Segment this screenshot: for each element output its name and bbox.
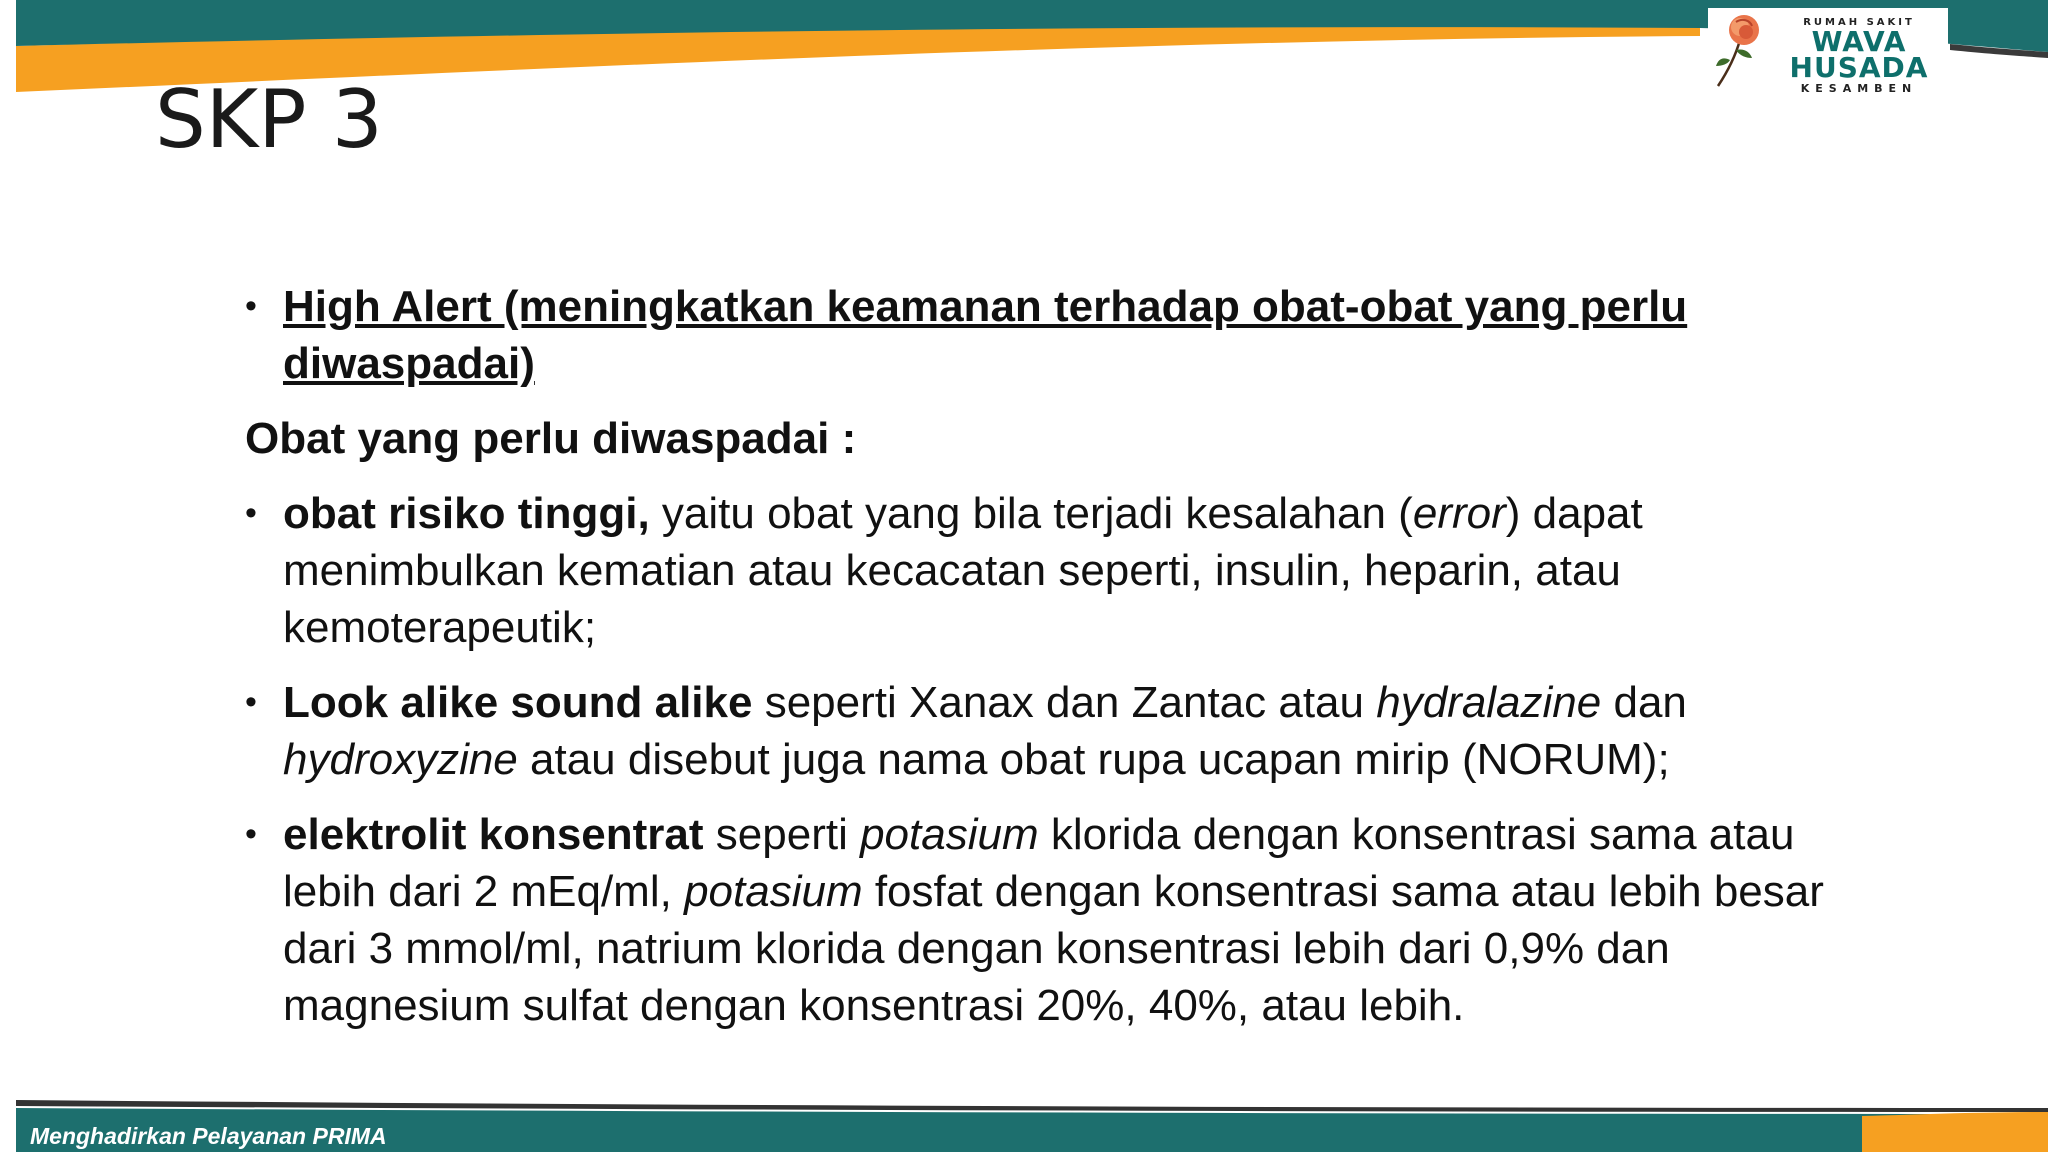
item-emphasis: potasium bbox=[684, 867, 863, 916]
heading-bullet bbox=[245, 278, 1845, 392]
item-text: fosfat dengan konsentrasi sama atau lebih besar dari 3 mmol/ml, natrium klorida dengan konsentrasi lebih dari 0,9% dan magnesium sulfat dengan konsentrasi 20%, 40%, atau lebih. bbox=[283, 867, 1824, 1030]
logo-text bbox=[1768, 8, 1950, 96]
logo-name-line1: WAVA bbox=[1811, 25, 1907, 58]
logo-top-line: RUMAH SAKIT bbox=[1803, 17, 1915, 28]
item-text: seperti bbox=[703, 810, 861, 859]
list-item bbox=[245, 485, 1845, 656]
item-lead: obat risiko tinggi, bbox=[283, 489, 650, 538]
bullet-dot: • bbox=[245, 287, 257, 325]
item-lead: Look alike sound alike bbox=[283, 678, 753, 727]
rose-icon bbox=[1710, 10, 1766, 90]
bullet-dot: • bbox=[245, 494, 257, 532]
item-emphasis: hydroxyzine bbox=[283, 735, 518, 784]
footer-tagline: Menghadirkan Pelayanan PRIMA bbox=[30, 1123, 387, 1149]
item-text: ) dapat menimbulkan kematian atau kecacatan seperti, insulin, heparin, atau kemoterapeutik; bbox=[283, 489, 1643, 652]
footer-orange-accent bbox=[1862, 1112, 2048, 1152]
logo-name-line2: HUSADA bbox=[1789, 51, 1929, 84]
item-text: seperti Xanax dan Zantac atau bbox=[752, 678, 1377, 727]
list-item bbox=[245, 674, 1845, 788]
slide-content bbox=[245, 278, 1845, 1052]
item-text: atau disebut juga nama obat rupa ucapan mirip (NORUM); bbox=[517, 735, 1670, 784]
item-emphasis: hydralazine bbox=[1376, 678, 1602, 727]
bullet-dot: • bbox=[245, 683, 257, 721]
item-text: klorida dengan konsentrasi sama atau lebih dari 2 mEq/ml, bbox=[283, 810, 1795, 916]
bullet-dot: • bbox=[245, 815, 257, 853]
item-text: dan bbox=[1601, 678, 1687, 727]
item-emphasis: potasium bbox=[860, 810, 1039, 859]
subheading: Obat yang perlu diwaspadai : bbox=[245, 414, 857, 463]
item-emphasis: error bbox=[1412, 489, 1506, 538]
hospital-logo bbox=[1708, 8, 1948, 94]
slide-title: SKP 3 bbox=[155, 73, 383, 166]
logo-bottom-line: KESAMBEN bbox=[1800, 82, 1918, 95]
list-item bbox=[245, 806, 1845, 1034]
item-lead: elektrolit konsentrat bbox=[283, 810, 704, 859]
item-text: yaitu obat yang bila terjadi kesalahan ( bbox=[649, 489, 1413, 538]
heading-bullet-text: High Alert (meningkatkan keamanan terhadap obat-obat yang perlu diwaspadai) bbox=[283, 282, 1688, 388]
